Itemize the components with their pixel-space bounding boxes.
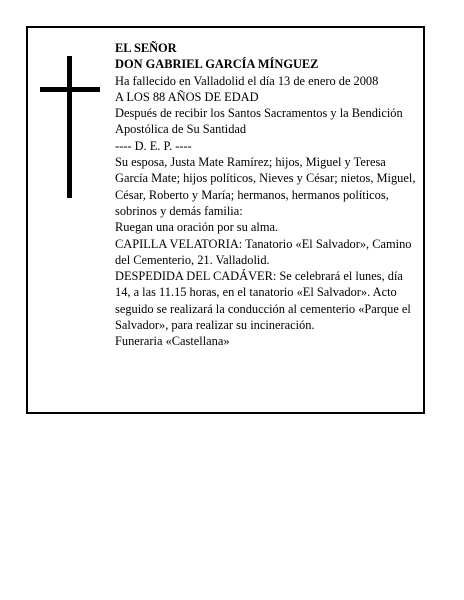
farewell-text: DESPEDIDA DEL CADÁVER: Se celebrará el lunes, día 14, a las 11.15 horas, en el tanatorio «El Salvador». Acto seguido se realizará la conducción al cementerio «Parque el Salvador», para realizar su incineración.: [115, 269, 411, 333]
cross-icon: [40, 56, 100, 198]
death-line: Ha fallecido en Valladolid el día 13 de enero de 2008: [115, 73, 379, 88]
obituary-notice: [26, 26, 425, 414]
cross-horizontal-bar: [40, 87, 100, 92]
sacraments-text: Después de recibir los Santos Sacramentos y la Bendición Apostólica de Su Santidad: [115, 106, 403, 137]
funeral-home: Funeraria «Castellana»: [115, 334, 230, 349]
notice-text: [115, 40, 421, 350]
chapel-text: CAPILLA VELATORIA: Tanatorio «El Salvador», Camino del Cementerio, 21. Valladolid.: [115, 236, 412, 267]
notice-heading: EL SEÑOR: [115, 41, 177, 55]
rip-text: ---- D. E. P. ----: [115, 138, 192, 153]
cross-vertical-bar: [67, 56, 72, 198]
prayer-text: Ruegan una oración por su alma.: [115, 220, 279, 235]
family-text: Su esposa, Justa Mate Ramírez; hijos, Miguel y Teresa García Mate; hijos políticos, Nieves y César; nietos, Miguel, César, Roberto y María; hermanos, hermanos políticos, sobrinos y demás familia:: [115, 155, 416, 218]
deceased-name: DON GABRIEL GARCÍA MÍNGUEZ: [115, 57, 319, 72]
age-line: A LOS 88 AÑOS DE EDAD: [115, 89, 259, 104]
